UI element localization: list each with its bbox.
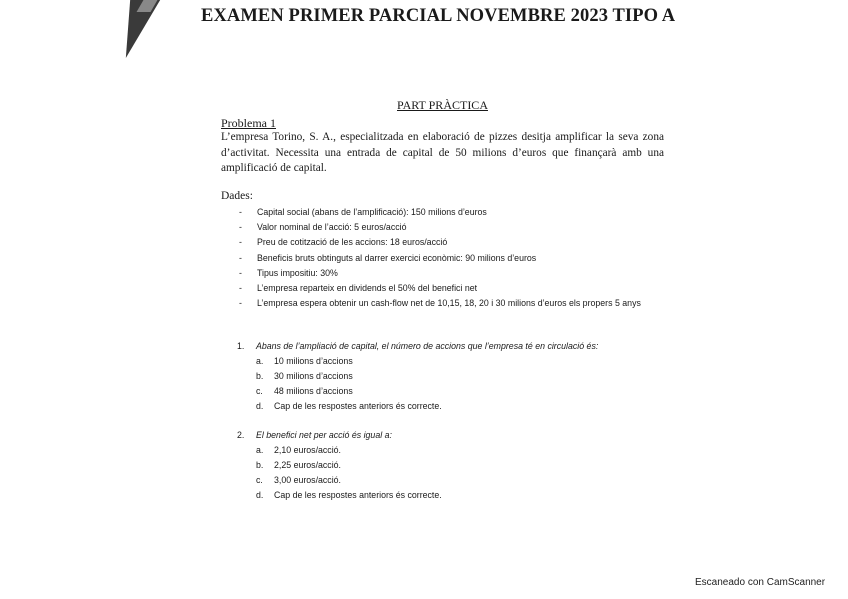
answer-option: d. Cap de les respostes anteriors és correcte. xyxy=(256,490,442,500)
dash-bullet: - xyxy=(239,298,242,309)
data-item: - L’empresa espera obtenir un cash-flow net de 10,15, 18, 20 i 30 milions d’euros els propers 5 anys xyxy=(239,296,679,311)
answer-options xyxy=(237,354,667,414)
answer-option: d. Cap de les respostes anteriors és correcte. xyxy=(256,401,442,411)
answer-options xyxy=(237,443,667,503)
data-item: - Capital social (abans de l’amplificació): 150 milions d’euros xyxy=(239,205,679,220)
data-item: - Preu de cotització de les accions: 18 euros/acció xyxy=(239,235,679,250)
data-item: - Tipus impositiu: 30% xyxy=(239,266,679,281)
dash-bullet: - xyxy=(239,283,242,294)
data-label: Dades: xyxy=(221,190,253,202)
question-2 xyxy=(237,428,667,503)
answer-option: a. 10 milions d’accions xyxy=(256,356,353,366)
problem-intro: L’empresa Torino, S. A., especialitzada en elaboració de pizzes desitja amplificar la seva zona d’activitat. Necessita una entrada de capital de 50 milions d’euros que finançarà amb una amplificació de capital. xyxy=(221,131,664,174)
question-stem: 1. Abans de l’ampliació de capital, el número de accions que l’empresa té en circulació és: xyxy=(237,339,667,354)
data-item: - Beneficis bruts obtinguts al darrer exercici econòmic: 90 milions d’euros xyxy=(239,251,679,266)
answer-option: c. 48 milions d’accions xyxy=(256,386,353,396)
dash-bullet: - xyxy=(239,222,242,233)
question-stem: 2. El benefici net per acció és igual a: xyxy=(237,428,667,443)
answer-option: c. 3,00 euros/acció. xyxy=(256,475,341,485)
dash-bullet: - xyxy=(239,267,242,278)
exam-title: EXAMEN PRIMER PARCIAL NOVEMBRE 2023 TIPO A xyxy=(201,6,676,26)
problem-title: Problema 1 xyxy=(221,116,276,130)
question-number: 2. xyxy=(237,430,245,440)
dash-bullet: - xyxy=(239,252,242,263)
answer-option: b. 30 milions d’accions xyxy=(256,371,353,381)
question-1 xyxy=(237,339,667,414)
dash-bullet: - xyxy=(239,237,242,248)
answer-option: a. 2,10 euros/acció. xyxy=(256,445,341,455)
data-item: - L’empresa reparteix en dividends el 50% del benefici net xyxy=(239,281,679,296)
dash-bullet: - xyxy=(239,207,242,217)
data-list xyxy=(239,205,679,311)
data-item: - Valor nominal de l’acció: 5 euros/acció xyxy=(239,220,679,235)
scanner-watermark: Escaneado con CamScanner xyxy=(695,577,826,588)
question-number: 1. xyxy=(237,341,245,351)
section-title: PART PRÀCTICA xyxy=(397,98,488,112)
answer-option: b. 2,25 euros/acció. xyxy=(256,460,341,470)
